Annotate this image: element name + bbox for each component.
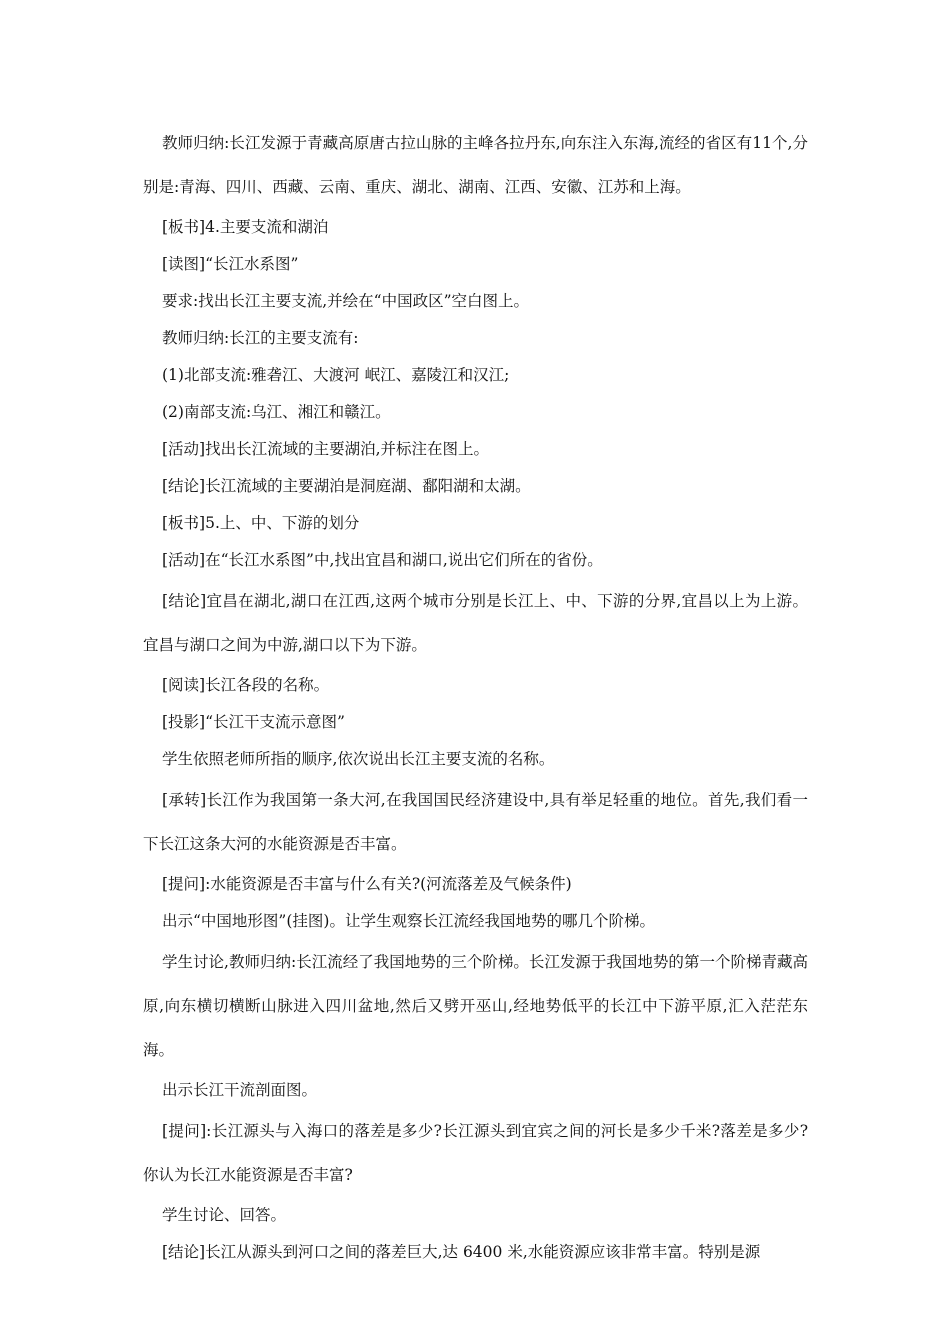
paragraph-18: 出示“中国地形图”(挂图)。让学生观察长江流经我国地势的哪几个阶梯。 <box>162 912 655 930</box>
paragraph-2: [板书]4.主要支流和湖泊 <box>162 218 329 236</box>
paragraph-1: 教师归纳:长江发源于青藏高原唐古拉山脉的主峰各拉丹东,向东注入东海,流经的省区有11个,分别是:青海、四川、西藏、云南、重庆、湖北、湖南、江西、安徽、江苏和上海。 <box>143 134 808 196</box>
paragraph-12: [结论]宜昌在湖北,湖口在江西,这两个城市分别是长江上、中、下游的分界,宜昌以上为上游。宜昌与湖口之间为中游,湖口以下为下游。 <box>143 592 808 654</box>
paragraph-5: 教师归纳:长江的主要支流有: <box>162 329 359 347</box>
paragraph-9: [结论]长江流域的主要湖泊是洞庭湖、鄱阳湖和太湖。 <box>162 477 531 495</box>
paragraph-8: [活动]找出长江流域的主要湖泊,并标注在图上。 <box>162 440 490 458</box>
paragraph-19: 学生讨论,教师归纳:长江流经了我国地势的三个阶梯。长江发源于我国地势的第一个阶梯青藏高原,向东横切横断山脉进入四川盆地,然后又劈开巫山,经地势低平的长江中下游平原,汇入茫茫东海。 <box>143 953 808 1059</box>
paragraph-7: (2)南部支流:乌江、湘江和赣江。 <box>162 403 391 421</box>
paragraph-3: [读图]“长江水系图” <box>162 255 299 273</box>
paragraph-10: [板书]5.上、中、下游的划分 <box>162 514 360 532</box>
paragraph-13: [阅读]长江各段的名称。 <box>162 676 330 694</box>
paragraph-22: 学生讨论、回答。 <box>162 1206 287 1224</box>
paragraph-11: [活动]在“长江水系图”中,找出宜昌和湖口,说出它们所在的省份。 <box>162 551 603 569</box>
paragraph-17: [提问]:水能资源是否丰富与什么有关?(河流落差及气候条件) <box>162 875 572 893</box>
paragraph-4: 要求:找出长江主要支流,并绘在“中国政区”空白图上。 <box>162 292 529 310</box>
paragraph-16: [承转]长江作为我国第一条大河,在我国国民经济建设中,具有举足轻重的地位。首先,我们看一下长江这条大河的水能资源是否丰富。 <box>143 791 808 853</box>
paragraph-15: 学生依照老师所指的顺序,依次说出长江主要支流的名称。 <box>162 750 555 768</box>
paragraph-21: [提问]:长江源头与入海口的落差是多少?长江源头到宜宾之间的河长是多少千米?落差是多少?你认为长江水能资源是否丰富? <box>143 1122 808 1184</box>
paragraph-20: 出示长江干流剖面图。 <box>162 1081 318 1099</box>
paragraph-6: (1)北部支流:雅砻江、大渡河 岷江、嘉陵江和汉江; <box>162 366 510 384</box>
paragraph-14: [投影]“长江干支流示意图” <box>162 713 345 731</box>
document-body <box>143 121 808 1271</box>
paragraph-23: [结论]长江从源头到河口之间的落差巨大,达 6400 米,水能资源应该非常丰富。特别是源 <box>162 1243 761 1261</box>
